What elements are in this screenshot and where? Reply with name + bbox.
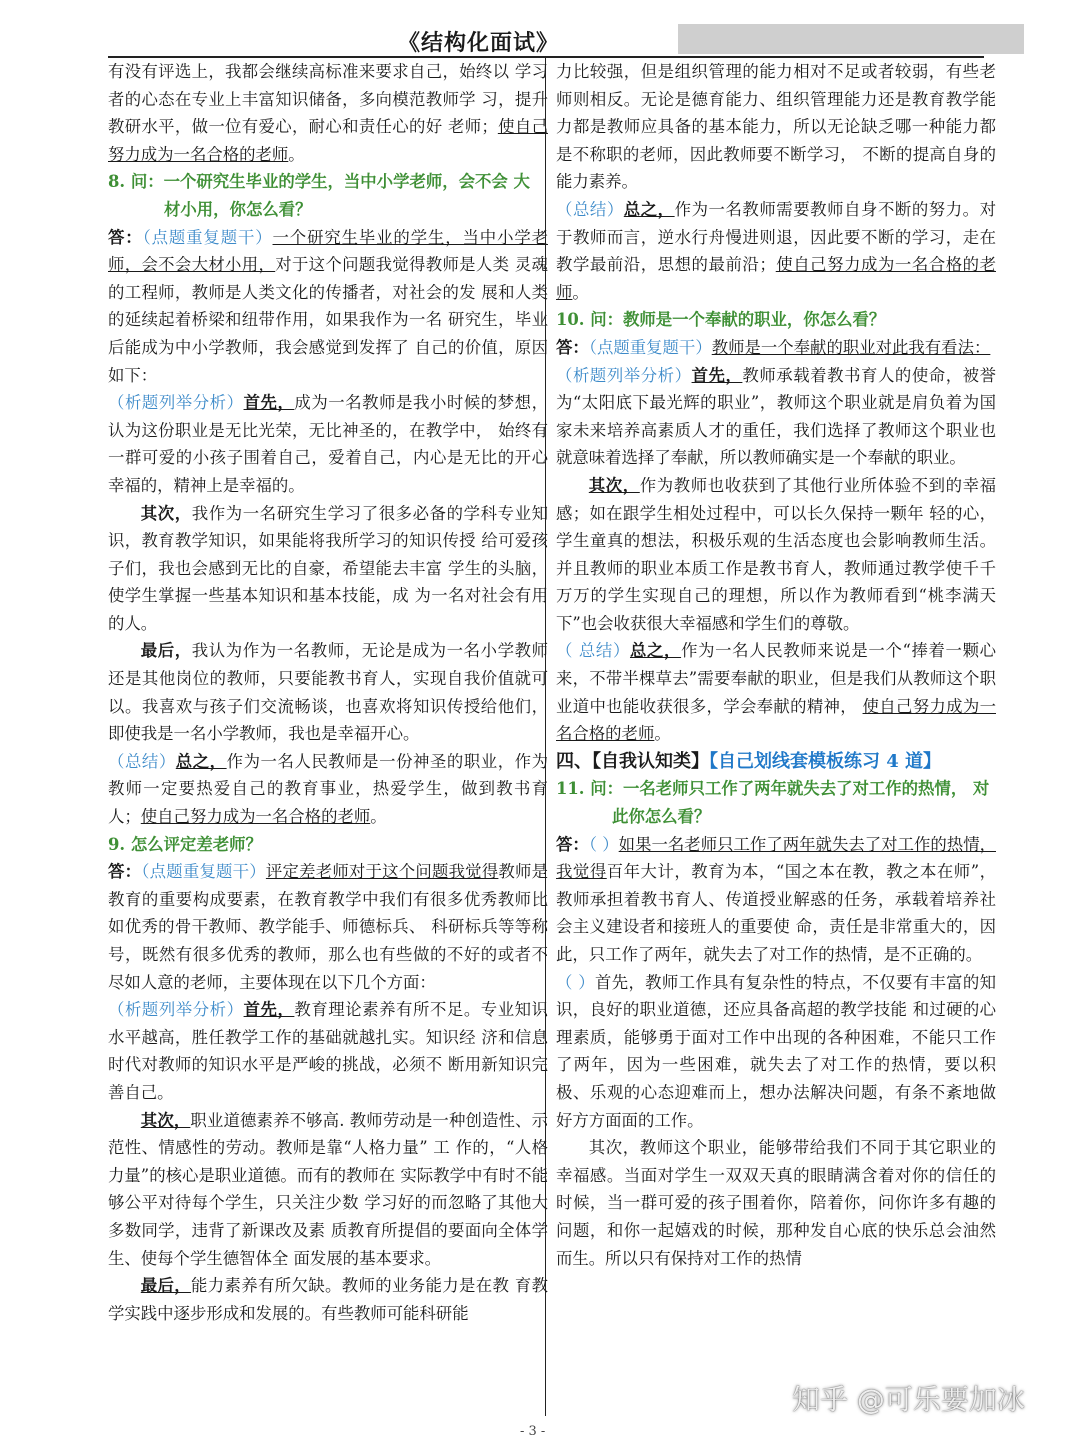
answer-10-first: （析题列举分析）首先，教师承载着教书育人的使命，被誉为“太阳底下最光辉的职业”，教师这个职业就是肩负着为国家未来培养高素质人才的重任，我们选择了教师这个职业也就意味着选择了奉献，所以教师确实是一个奉献的职业。 — [556, 365, 996, 468]
answer-10: 答：（点题重复题干）教师是一个奉献的职业对此我有看法： — [556, 337, 991, 357]
question-8-continued: 材小用，你怎么看？ — [164, 199, 312, 219]
answer-11-first: （ ）首先，教师工作具有复杂性的特点，不仅要有丰富的知识，良好的职业道德，还应具备高超的教学技能 和过硬的心理素质，能够勇于面对工作中出现的各种困难，不能只工作了两年，因为一些困难，就失去了对工作的热情，要以积极、乐观的心态迎难而上，想办法解决问题，有条不紊地做好方方面面的工作。 — [556, 972, 996, 1130]
right-column — [556, 58, 996, 1413]
answer-9-last: 最后，能力素养有所欠缺。教师的业务能力是在教 育教学实践中逐步形成和发展的。有些教师可能科研能 — [108, 1276, 548, 1323]
answer-10-second: 其次，作为教师也收获到了其他行业所体验不到的幸福感；如在跟学生相处过程中，可以长久保持一颗年 轻的心，学生童真的想法，积极乐观的生活态度也会影响教师生活。并且教师的职业本质工作是教书育人，教师通过教学使千千万万的学生实现自己的理想，所以作为教师看到“桃李满天下”也会收获很大幸福感和学生们的尊敬。 — [556, 475, 996, 633]
answer-9-summary: （总结）总之，作为一名教师需要教师自身不断的努力。对于教师而言，逆水行舟慢进则退，因此要不断的学习，走在教学最前沿，思想的最前沿；使自己努力成为一名合格的老师。 — [556, 199, 996, 302]
question-9: 9. 怎么评定差老师？ — [108, 834, 262, 854]
paragraph: 有没有评选上，我都会继续高标准来要求自己，始终以 学习者的心态在专业上丰富知识储备，多向模范教师学 习，提升教研水平，做一位有爱心，耐心和责任心的好 老师；使自己努力成为一名合格的老师。 — [108, 62, 548, 164]
question-11-continued: 此你怎么看？ — [612, 807, 711, 827]
answer-9-second: 其次，职业道德素养不够高. 教师劳动是一种创造性、示范性、情感性的劳动。教师是靠“人格力量” 工 作的，“人格力量”的核心是职业道德。而有的教师在 实际教学中有时不能够公平对待每个学生，只关注少数 学习好的而忽略了其他大多数同学，违背了新课改及素 质教育所提倡的要面向全体学生、使每个学生德智体全 面发展的基本要求。 — [108, 1110, 548, 1268]
document-title: 《结构化面试》 — [398, 30, 560, 56]
answer-9-first: （析题列举分析）首先，教育理论素养有所不足。专业知识水平越高，胜任教学工作的基础就越扎实。知识经 济和信息时代对教师的知识水平是严峻的挑战，必须不 断用新知识完善自己。 — [108, 1000, 548, 1102]
answer-8-last: 最后，我认为作为一名教师，无论是成为一名小学教师还是其他岗位的教师，只要能教书育人，实现自我价值就可以。我喜欢与孩子们交流畅谈，也喜欢将知识传授给他们，即使我是一名小学教师，我也是幸福开心。 — [108, 641, 548, 744]
page-header — [108, 22, 984, 58]
paragraph: 力比较强，但是组织管理的能力相对不足或者较弱，有些老师则相反。无论是德育能力、组织管理能力还是教育教学能力都是教师应具备的基本能力，所以无论缺乏哪一种能力都是不称职的老师，因此教师要不断学习， 不断的提高自身的能力素养。 — [556, 62, 996, 192]
left-column — [108, 58, 548, 1413]
question-8: 8. 问：一个研究生毕业的学生，当中小学老师，会不会 大 — [108, 172, 530, 192]
answer-8-summary: （总结）总之，作为一名人民教师是一份神圣的职业，作为教师一定要热爱自己的教育事业，热爱学生，做到教书育人；使自己努力成为一名合格的老师。 — [108, 751, 548, 827]
redaction-bar — [678, 24, 1024, 54]
answer-9: 答：（点题重复题干）评定差老师对于这个问题我觉得教师是教育的重要构成要素，在教育教学中我们有很多优秀教师比如优秀的骨干教师、教学能手、师德标兵、 科研标兵等等称号，既然有很多优秀的教师，那么也有些做的不好的或者不尽如人意的老师，主要体现在以下几个方面： — [108, 862, 548, 992]
page-number: - 3 - — [520, 1424, 546, 1439]
answer-8-first: （析题列举分析）首先，成为一名教师是我小时候的梦想，认为这份职业是无比光荣，无比神圣的，在教学中， 始终有一群可爱的小孩子围着自己，爱着自己，内心是无比的开心幸福的，精神上是幸福的。 — [108, 393, 548, 495]
question-11: 11. 问：一名老师只工作了两年就失去了对工作的热情， 对 — [556, 779, 990, 799]
answer-11: 答：（ ）如果一名老师只工作了两年就失去了对工作的热情，我觉得百年大计，教育为本，“国之本在教，教之本在师”，教师承担着教书育人、传道授业解惑的任务，承载着培养社会主义建设者和接班人的重要使 命，责任是非常重大的，因此，只工作了两年，就失去了对工作的热情，是不正确的。 — [556, 834, 996, 964]
question-10: 10. 问：教师是一个奉献的职业，你怎么看？ — [556, 310, 886, 330]
zhihu-watermark: 知乎 @可乐要加冰 — [792, 1383, 1025, 1416]
answer-8-second: 其次，我作为一名研究生学习了很多必备的学科专业知识，教育教学知识，如果能将我所学习的知识传授 给可爱孩子们，我也会感到无比的自豪，希望能去丰富 学生的头脑，使学生掌握一些基本知识和基本技能，成 为一名对社会有用的人。 — [108, 503, 548, 633]
answer-10-summary: （ 总结）总之，作为一名人民教师来说是一个“捧着一颗心来，不带半棵草去”需要奉献的职业，但是我们从教师这个职业道中也能收获很多，学会奉献的精神， 使自己努力成为一名合格的老师。 — [556, 641, 996, 744]
answer-8: 答：（点题重复题干）一个研究生毕业的学生，当中小学老师，会不会大材小用，对于这个问题我觉得教师是人类 灵魂的工程师，教师是人类文化的传播者，对社会的发 展和人类的延续起着桥梁和纽带作用，如果我作为一名 研究生，毕业后能成为中小学教师，我会感觉到发挥了 自己的价值，原因如下： — [108, 227, 548, 385]
section-heading-4: 四、【自我认知类】【自己划线套模板练习 4 道】 — [556, 750, 942, 772]
answer-11-second: 其次，教师这个职业，能够带给我们不同于其它职业的幸福感。当面对学生一双双天真的眼睛满含着对你的信任的时候，当一群可爱的孩子围着你，陪着你，问你许多有趣的问题，和你一起嬉戏的时候，那种发自心底的快乐总会油然而生。所以只有保持对工作的热情 — [556, 1138, 996, 1268]
